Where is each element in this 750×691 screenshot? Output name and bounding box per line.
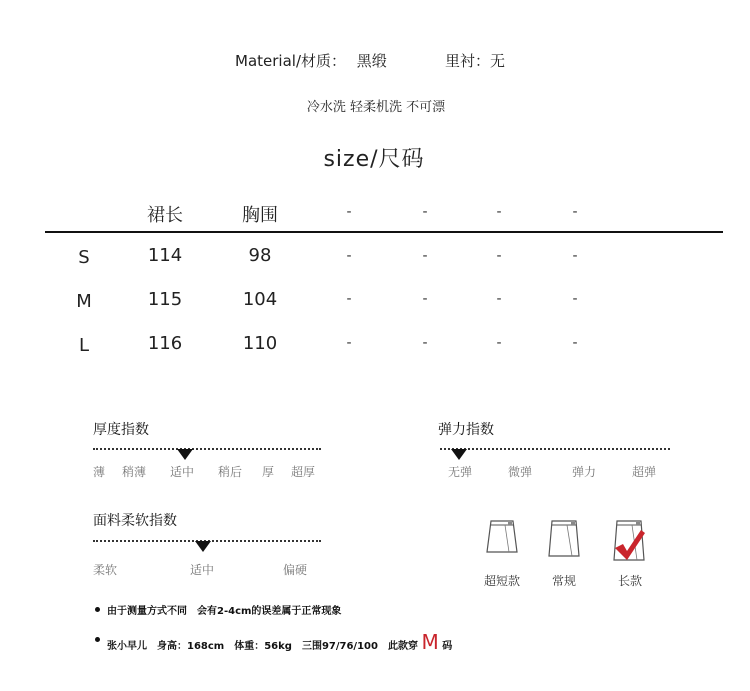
material-line bbox=[235, 50, 387, 71]
table-divider bbox=[45, 231, 723, 233]
measurement-note: 由于测量方式不同 会有2-4cm的误差属于正常现象 bbox=[107, 606, 342, 617]
length-option-label: 超短款 bbox=[483, 574, 521, 588]
softness-title: 面料柔软指数 bbox=[93, 513, 177, 529]
regular-skirt-icon bbox=[545, 518, 583, 562]
table-cell: - bbox=[572, 335, 578, 351]
softness-tick: 适中 bbox=[190, 563, 215, 577]
table-cell: 104 bbox=[242, 289, 278, 310]
size-label: L bbox=[78, 335, 90, 356]
thickness-tick: 适中 bbox=[170, 465, 195, 479]
table-cell: 114 bbox=[147, 245, 183, 266]
table-cell: - bbox=[572, 248, 578, 264]
table-cell: - bbox=[496, 291, 502, 307]
elasticity-tick: 弹力 bbox=[572, 465, 597, 479]
care-instructions: 冷水洗 轻柔机洗 不可漂 bbox=[306, 100, 446, 115]
thickness-title: 厚度指数 bbox=[93, 422, 149, 438]
header-skirt-length: 裙长 bbox=[147, 205, 183, 226]
softness-marker-icon bbox=[195, 541, 211, 552]
thickness-marker-icon bbox=[177, 449, 193, 460]
length-option-label: 长款 bbox=[617, 574, 643, 588]
table-cell: 110 bbox=[242, 333, 278, 354]
material-label: Material/材质： bbox=[235, 52, 346, 70]
header-bust: 胸围 bbox=[242, 205, 278, 226]
thickness-tick: 稍薄 bbox=[122, 465, 147, 479]
table-cell: 98 bbox=[248, 245, 272, 266]
thickness-tick: 超厚 bbox=[291, 465, 316, 479]
elasticity-marker-icon bbox=[451, 449, 467, 460]
table-cell: - bbox=[572, 291, 578, 307]
bullet-icon bbox=[95, 607, 100, 612]
checkmark-icon bbox=[612, 526, 646, 562]
header-empty-3: - bbox=[496, 204, 502, 220]
size-label: S bbox=[78, 247, 90, 268]
short-skirt-icon bbox=[483, 518, 521, 558]
size-title: size/尺码 bbox=[323, 147, 425, 172]
thickness-tick: 厚 bbox=[262, 465, 275, 479]
elasticity-tick: 无弹 bbox=[448, 465, 473, 479]
table-cell: - bbox=[346, 291, 352, 307]
table-cell: - bbox=[346, 248, 352, 264]
header-empty-2: - bbox=[422, 204, 428, 220]
bullet-icon bbox=[95, 637, 100, 642]
elasticity-tick: 超弹 bbox=[632, 465, 657, 479]
table-cell: - bbox=[496, 248, 502, 264]
thickness-scale-line bbox=[93, 448, 321, 450]
table-cell: - bbox=[422, 291, 428, 307]
thickness-tick: 薄 bbox=[93, 465, 106, 479]
lining-text: 里衬：无 bbox=[445, 52, 506, 70]
table-cell: 115 bbox=[147, 289, 183, 310]
softness-tick: 偏硬 bbox=[283, 563, 308, 577]
model-note bbox=[107, 630, 452, 654]
model-size: M bbox=[421, 630, 439, 654]
table-cell: - bbox=[346, 335, 352, 351]
elasticity-title: 弹力指数 bbox=[438, 422, 494, 438]
length-option-label: 常规 bbox=[551, 574, 577, 588]
table-cell: - bbox=[496, 335, 502, 351]
elasticity-tick: 微弹 bbox=[508, 465, 533, 479]
model-info: 张小早儿 身高：168cm 体重：56kg 三围97/76/100 此款穿 bbox=[107, 641, 418, 652]
header-empty-4: - bbox=[572, 204, 578, 220]
model-size-unit: 码 bbox=[442, 641, 453, 652]
table-cell: - bbox=[422, 248, 428, 264]
material-value: 黑缎 bbox=[356, 52, 387, 70]
table-cell: - bbox=[422, 335, 428, 351]
thickness-tick: 稍后 bbox=[218, 465, 243, 479]
size-label: M bbox=[76, 291, 92, 312]
softness-tick: 柔软 bbox=[93, 563, 118, 577]
elasticity-scale-line bbox=[440, 448, 670, 450]
table-cell: 116 bbox=[147, 333, 183, 354]
header-empty-1: - bbox=[346, 204, 352, 220]
